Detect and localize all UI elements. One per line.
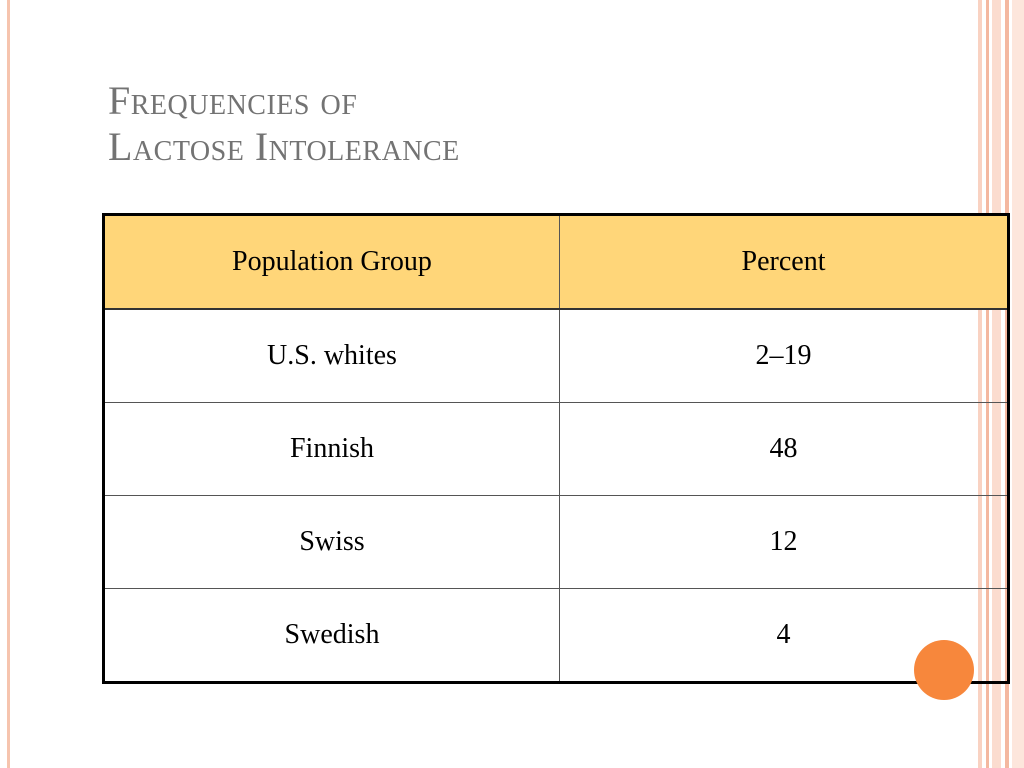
cell-percent: 2–19 [560,309,1009,403]
table-row [104,309,1009,403]
table-row [104,589,1009,683]
cell-group: Swedish [104,589,560,683]
header-percent: Percent [560,215,1009,310]
cell-percent: 12 [560,496,1009,589]
slide-title [108,78,908,170]
orange-circle-decoration [914,640,974,700]
cell-percent: 48 [560,403,1009,496]
title-line-1: Frequencies of [108,78,358,123]
cell-percent: 4 [560,589,1009,683]
table-row [104,496,1009,589]
title-line-2: Lactose Intolerance [108,124,460,169]
header-population-group: Population Group [104,215,560,310]
lactose-intolerance-table [102,213,1010,684]
table-header-row [104,215,1009,310]
left-frame-line [7,0,10,768]
cell-group: Finnish [104,403,560,496]
cell-group: Swiss [104,496,560,589]
table-row [104,403,1009,496]
cell-group: U.S. whites [104,309,560,403]
